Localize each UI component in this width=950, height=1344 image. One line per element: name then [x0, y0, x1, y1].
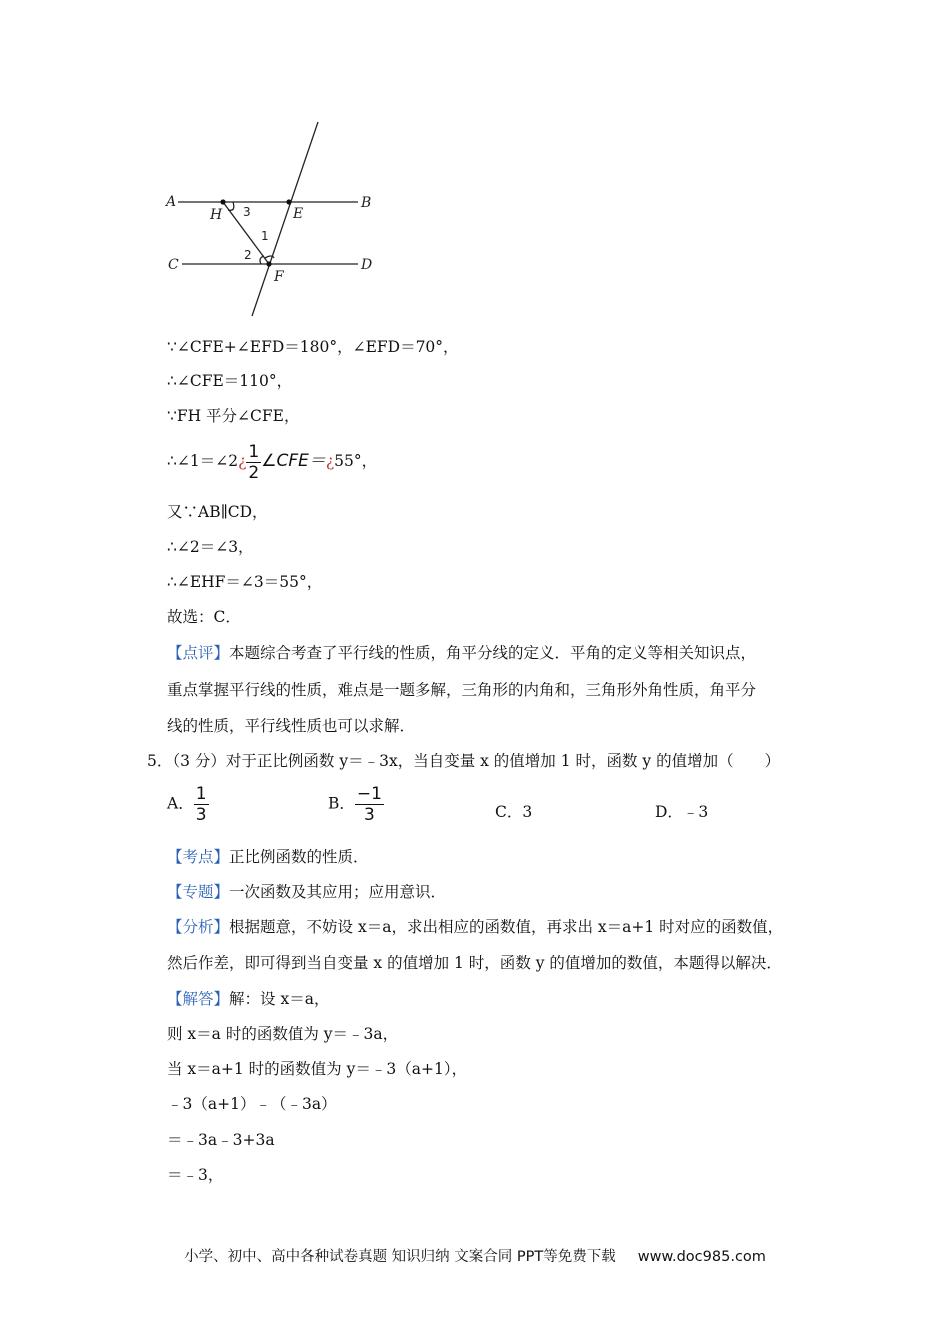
option-a-label: A． [167, 794, 194, 813]
option-a [167, 784, 209, 825]
point-h [220, 199, 225, 204]
geometry-figure [160, 118, 390, 327]
jieda-line-6: ＝﹣3， [167, 1166, 224, 1184]
point-f [266, 261, 271, 266]
line4-pre: ∴∠1＝∠2 [167, 452, 239, 470]
label-angle-3: 3 [243, 205, 251, 219]
transversal-ef [252, 122, 318, 316]
fenxi-text-1: 根据题意，不妨设 x＝a，求出相应的函数值，再求出 x＝a+1 时对应的函数值， [229, 918, 784, 936]
fenxi-tag: 分析 [182, 918, 214, 936]
solution-line-7: ∴∠EHF＝∠3＝55°， [167, 573, 323, 591]
option-a-fraction [194, 784, 209, 825]
label-e: E [293, 206, 304, 222]
fenxi-line-2: 然后作差，即可得到当自变量 x 的值增加 1 时，函数 y 的值增加的数值，本题得以解决． [167, 954, 782, 972]
jieda-line-5: ＝﹣3a﹣3+3a [167, 1131, 275, 1149]
comment-tag: 点评 [182, 644, 214, 662]
frac-den: 2 [248, 462, 260, 483]
option-b [328, 784, 384, 825]
zhuanti-text: 一次函数及其应用；应用意识． [229, 883, 447, 901]
label-b: B [361, 195, 372, 211]
line4-post: 55°， [334, 452, 378, 470]
line4-garbled-1: ¿ [238, 452, 247, 470]
solution-line-5: 又∵AB∥CD， [167, 503, 268, 521]
option-b-num: −1 [356, 784, 382, 804]
label-a: A [166, 194, 177, 210]
jieda-tag: 解答 [182, 990, 214, 1008]
option-a-num: 1 [195, 784, 207, 804]
jieda-line-3: 当 x＝a+1 时的函数值为 y＝﹣3（a+1）， [167, 1060, 468, 1078]
footer-site-link[interactable]: www.doc985.com [637, 1249, 766, 1265]
line4-garbled-2: ¿ [325, 452, 335, 470]
comment-line-2: 重点掌握平行线的性质，难点是一题多解，三角形的内角和，三角形外角性质，角平分 [167, 681, 757, 699]
fenxi-line-1: 【分析】根据题意，不妨设 x＝a，求出相应的函数值，再求出 x＝a+1 时对应的函数值， [167, 918, 784, 936]
comment-line-1: 【点评】本题综合考查了平行线的性质，角平分线的定义．平角的定义等相关知识点， [167, 644, 757, 662]
question-5-stem: 5．（3 分）对于正比例函数 y＝﹣3x，当自变量 x 的值增加 1 时，函数 y 的值增加（ ） [147, 752, 781, 770]
solution-line-2: ∴∠CFE＝110°， [167, 372, 293, 390]
label-c: C [168, 257, 179, 273]
label-f: F [274, 269, 284, 285]
jieda-line-1: 【解答】解：设 x＝a， [167, 990, 330, 1008]
comment-line-3: 线的性质，平行线性质也可以求解． [167, 717, 416, 735]
frac-num: 1 [248, 441, 260, 462]
zhuanti-line: 【专题】一次函数及其应用；应用意识． [167, 883, 447, 901]
point-e [286, 199, 291, 204]
kaodian-line: 【考点】正比例函数的性质． [167, 848, 369, 866]
label-angle-2: 2 [244, 248, 252, 262]
comment-text-1: 本题综合考查了平行线的性质，角平分线的定义．平角的定义等相关知识点， [229, 644, 757, 662]
jieda-line-2: 则 x＝a 时的函数值为 y＝﹣3a， [167, 1025, 399, 1043]
option-b-label: B． [328, 794, 355, 813]
angle-1-arc [265, 256, 274, 258]
option-b-den: 3 [364, 805, 375, 825]
line4-mid: ∠CFE＝ [261, 451, 326, 471]
jieda-line-4: ﹣3（a+1）﹣（﹣3a） [167, 1095, 337, 1113]
solution-line-1: ∵∠CFE+∠EFD＝180°，∠EFD＝70°， [167, 338, 459, 356]
jieda-text-1: 解：设 x＝a， [229, 990, 330, 1008]
option-b-fraction [355, 784, 384, 825]
solution-line-4 [167, 441, 377, 483]
label-angle-1: 1 [261, 229, 269, 243]
parallel-lines-diagram [160, 118, 390, 323]
label-d: D [361, 257, 373, 273]
zhuanti-tag: 专题 [182, 883, 214, 901]
kaodian-text: 正比例函数的性质． [229, 848, 369, 866]
option-c: C．3 [495, 803, 533, 821]
fraction-one-half [246, 442, 261, 483]
kaodian-tag: 考点 [182, 848, 214, 866]
solution-line-8: 故选：C． [167, 608, 241, 626]
page-footer [0, 1245, 950, 1266]
solution-line-6: ∴∠2＝∠3， [167, 538, 254, 556]
footer-text: 小学、初中、高中各种试卷真题 知识归纳 文案合同 PPT等免费下载 [184, 1249, 616, 1265]
option-a-den: 3 [195, 805, 207, 825]
label-h: H [210, 207, 223, 223]
solution-line-3: ∵FH 平分∠CFE， [167, 407, 300, 425]
option-d: D．﹣3 [655, 803, 709, 821]
